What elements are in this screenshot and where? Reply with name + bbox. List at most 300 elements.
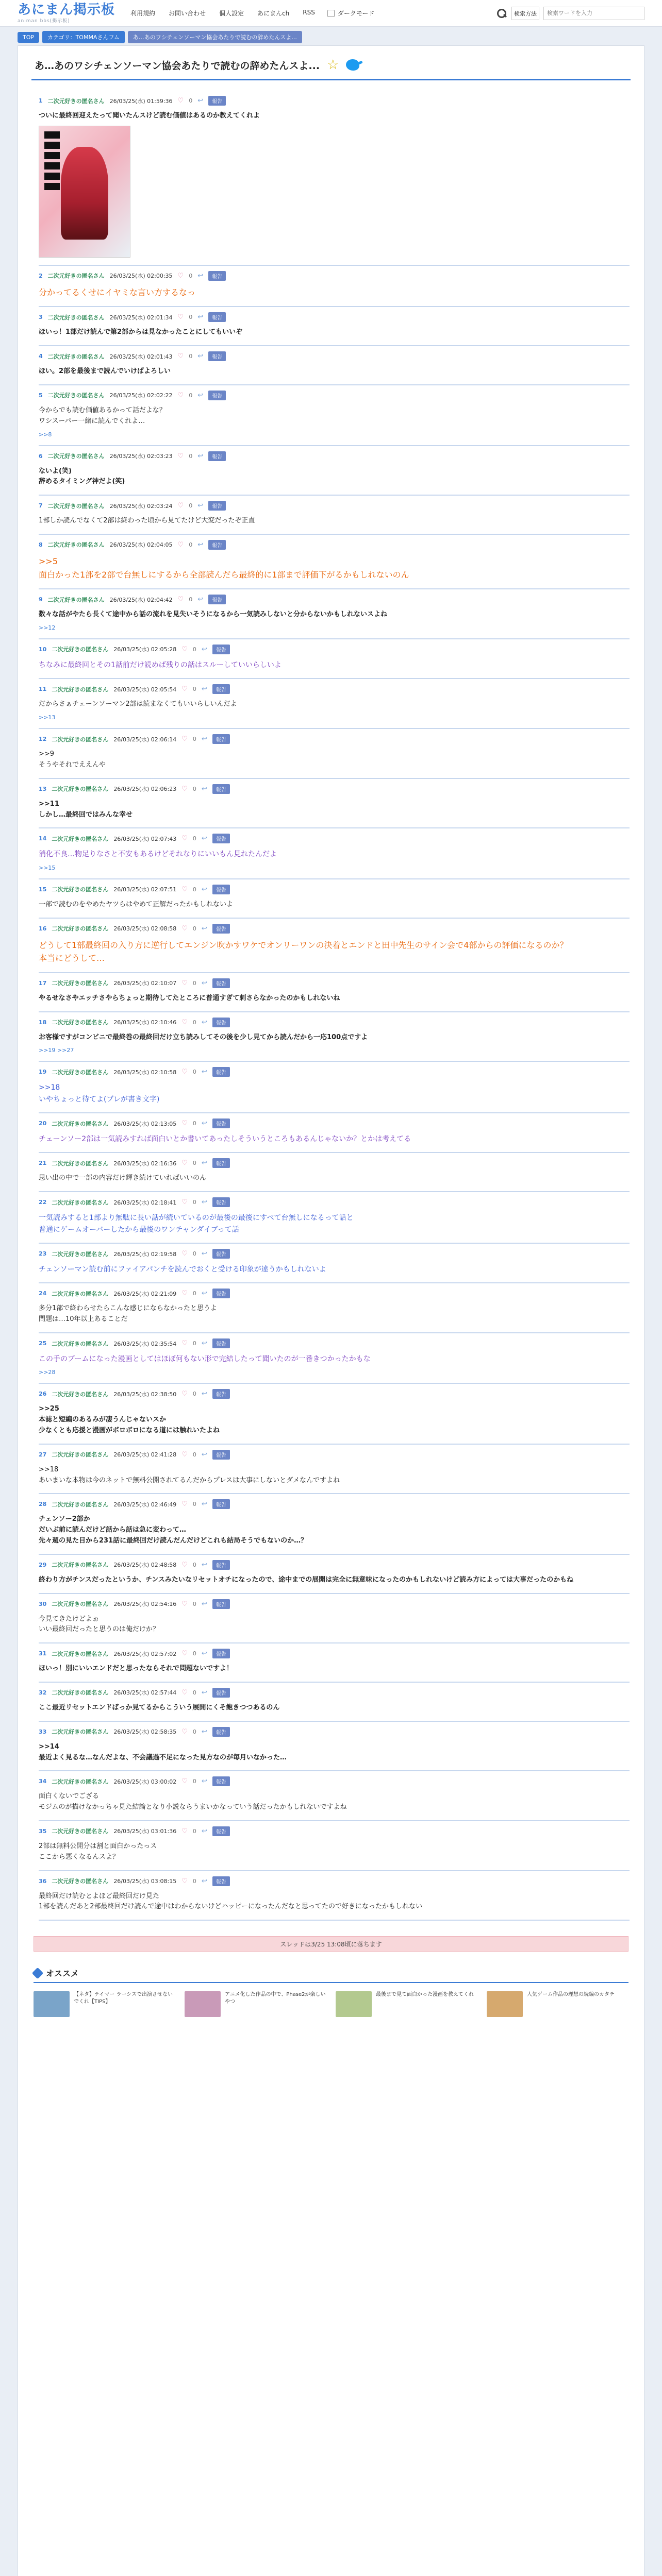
thread-title-row (35, 57, 644, 73)
reply-icon[interactable]: ↩ (201, 1727, 207, 1736)
post-date: 26/03/25(水) 02:54:16 (113, 1601, 177, 1608)
reply-icon[interactable]: ↩ (201, 1827, 207, 1835)
post-number[interactable]: 13 (39, 785, 47, 792)
recommend-title[interactable]: 人気ゲーム作品の理想の続編のカタチ (527, 1992, 615, 1998)
reply-icon[interactable]: ↩ (201, 835, 207, 843)
poster-name: 二次元好きの匿名さん (52, 686, 109, 693)
reply-links[interactable]: >>12 (39, 624, 56, 631)
reply-icon[interactable]: ↩ (201, 979, 207, 987)
post-body: チェーンソー2部は一気読みすれば面白いとか書いてあったしそういうところもあるんじゃないか？とかは考えてる (39, 1135, 411, 1144)
post (39, 1445, 630, 1495)
post-number[interactable]: 19 (39, 1069, 47, 1076)
recommend-thumbnail[interactable] (336, 1991, 372, 2017)
poster-name: 二次元好きの匿名さん (47, 392, 105, 399)
report-button[interactable]: 報告 (212, 734, 230, 744)
heart-icon[interactable]: ♡ (181, 1727, 188, 1736)
post-number[interactable]: 5 (39, 392, 43, 399)
heart-icon[interactable]: ♡ (177, 391, 184, 399)
post-body: どうして1部最終回の入り方に逆行してエンジン吹かすワケでオンリーワンの決着とエンドと田中先生のサイン会で4部からの評価になるのか？ 本当にどうして… (39, 940, 568, 963)
heart-icon[interactable]: ♡ (181, 1120, 188, 1128)
breadcrumb-top[interactable]: TOP (18, 32, 39, 43)
like-count: 0 (189, 452, 193, 460)
post-header (39, 1688, 630, 1698)
post-body: 2部は無料公開分は割と面白かったっス ここから悪くなるんスよ？ (39, 1842, 157, 1861)
post-date: 26/03/25(水) 02:10:07 (113, 980, 177, 987)
report-button[interactable]: 報告 (212, 1826, 230, 1836)
post-number[interactable]: 34 (39, 1778, 47, 1785)
post (39, 1012, 630, 1062)
recommend-title[interactable]: アニメ化した作品の中で、Phase2が楽しいやつ (225, 1992, 326, 2005)
heart-icon[interactable]: ♡ (177, 97, 184, 105)
heart-icon[interactable]: ♡ (181, 1250, 188, 1258)
report-button[interactable]: 報告 (212, 1067, 230, 1077)
reply-icon[interactable]: ↩ (201, 1390, 207, 1398)
post-number[interactable]: 33 (39, 1728, 47, 1735)
post-body: お客様ですがコンビニで最終巻の最終回だけ立ち読みしてその後を少し見てから読んだから一応100点ですよ (39, 1033, 368, 1041)
heart-icon[interactable]: ♡ (181, 924, 188, 933)
post-header (39, 1499, 630, 1509)
heart-icon[interactable]: ♡ (177, 502, 184, 510)
reply-icon[interactable]: ↩ (201, 1777, 207, 1786)
heart-icon[interactable]: ♡ (181, 1390, 188, 1398)
post-number[interactable]: 22 (39, 1199, 47, 1206)
post-body: ついに最終回迎えたって聞いたんスけど読む価値はあるのか教えてくれよ (39, 112, 260, 120)
post-header (39, 1289, 630, 1298)
recommend-title[interactable]: 最後まで見て面白かった漫画を教えてくれ (376, 1992, 474, 1998)
report-button[interactable]: 報告 (212, 1118, 230, 1128)
search-icon[interactable] (496, 8, 507, 19)
post-date: 26/03/25(水) 02:35:54 (113, 1340, 177, 1347)
reply-links[interactable]: >>13 (39, 714, 56, 721)
post-header (39, 540, 630, 550)
recommend-item[interactable] (34, 1991, 175, 2017)
like-count: 0 (192, 1600, 196, 1607)
post-number[interactable]: 1 (39, 97, 43, 104)
report-button[interactable]: 報告 (212, 1560, 230, 1570)
reply-icon[interactable]: ↩ (201, 1120, 207, 1128)
heart-icon[interactable]: ♡ (181, 1198, 188, 1207)
post-body: 終わり方がチンスだったというか、チンスみたいなリセットオチになったので、途中までの展開は完全に無意味になったのかもしれないけど読み方によっては大事だったのかもね (39, 1575, 574, 1584)
breadcrumb-thread[interactable]: あ…あのワシチェンソーマン協会あたりで読むの辞めたんスよ... (128, 31, 302, 43)
poster-name: 二次元好きの匿名さん (52, 1601, 109, 1608)
post (39, 1192, 630, 1244)
report-button[interactable]: 報告 (212, 1338, 230, 1348)
post-date: 26/03/25(水) 02:05:28 (113, 646, 177, 653)
post-header (39, 595, 630, 604)
post-date: 26/03/25(水) 02:06:23 (113, 786, 177, 793)
reply-icon[interactable]: ↩ (201, 1290, 207, 1298)
poster-name: 二次元好きの匿名さん (52, 736, 109, 743)
recommend-item[interactable] (487, 1991, 628, 2017)
reply-icon[interactable]: ↩ (201, 645, 207, 653)
post-number[interactable]: 2 (39, 272, 43, 279)
thread-panel (18, 45, 644, 2576)
poster-name: 二次元好きの匿名さん (47, 502, 105, 510)
report-button[interactable]: 報告 (212, 1776, 230, 1786)
post-date: 26/03/25(水) 03:08:15 (113, 1878, 177, 1885)
post-date: 26/03/25(水) 02:18:41 (113, 1199, 177, 1206)
heart-icon[interactable]: ♡ (177, 540, 184, 549)
report-button[interactable]: 報告 (212, 645, 230, 654)
like-count: 0 (192, 1827, 196, 1835)
like-count: 0 (192, 1120, 196, 1127)
poster-name: 二次元好きの匿名さん (52, 1250, 109, 1258)
post (39, 1244, 630, 1283)
post-number[interactable]: 20 (39, 1120, 47, 1127)
like-count: 0 (192, 1561, 196, 1568)
dark-mode-checkbox[interactable] (327, 10, 335, 17)
report-button[interactable]: 報告 (212, 1197, 230, 1207)
report-button[interactable]: 報告 (212, 1249, 230, 1259)
reply-links[interactable]: >>8 (39, 431, 52, 438)
report-button[interactable]: 報告 (212, 924, 230, 934)
reply-icon[interactable]: ↩ (201, 1159, 207, 1167)
post-date: 26/03/25(水) 02:38:50 (113, 1391, 177, 1398)
report-button[interactable]: 報告 (212, 1158, 230, 1168)
post (39, 1153, 630, 1192)
reply-icon[interactable]: ↩ (201, 1500, 207, 1509)
post (39, 679, 630, 729)
heart-icon[interactable]: ♡ (181, 685, 188, 693)
post-number[interactable]: 25 (39, 1340, 47, 1347)
post (39, 1384, 630, 1444)
post (39, 1062, 630, 1113)
heart-icon[interactable]: ♡ (177, 313, 184, 321)
reply-links[interactable]: >>28 (39, 1369, 56, 1376)
post-date: 26/03/25(水) 02:58:35 (113, 1728, 177, 1736)
heart-icon[interactable]: ♡ (181, 1290, 188, 1298)
post-number[interactable]: 10 (39, 646, 47, 653)
reply-icon[interactable]: ↩ (201, 1600, 207, 1608)
reply-icon[interactable]: ↩ (201, 1340, 207, 1348)
heart-icon[interactable]: ♡ (181, 1450, 188, 1459)
poster-name: 二次元好きの匿名さん (47, 596, 105, 603)
heart-icon[interactable]: ♡ (181, 645, 188, 653)
reply-icon[interactable]: ↩ (201, 735, 207, 743)
dark-mode-toggle[interactable] (327, 9, 375, 18)
post-body: 数々な話がやたら長くて途中から話の流れを見失いそうになるから一気読みしないと分からないかもしれないスよね (39, 611, 388, 619)
post-header (39, 834, 630, 843)
poster-name: 二次元好きの匿名さん (52, 1878, 109, 1885)
post-number[interactable]: 12 (39, 736, 47, 743)
post-date: 26/03/25(水) 02:10:58 (113, 1069, 177, 1076)
heart-icon[interactable]: ♡ (181, 1877, 188, 1885)
post-date: 26/03/25(水) 03:01:36 (113, 1828, 177, 1835)
poster-name: 二次元好きの匿名さん (52, 835, 109, 842)
poster-name: 二次元好きの匿名さん (52, 1778, 109, 1785)
post-number[interactable]: 29 (39, 1561, 47, 1568)
reply-icon[interactable]: ↩ (201, 1688, 207, 1697)
report-button[interactable]: 報告 (212, 1018, 230, 1027)
report-button[interactable]: 報告 (212, 1649, 230, 1658)
post-date: 26/03/25(水) 02:16:36 (113, 1160, 177, 1167)
post (39, 1683, 630, 1722)
reply-links[interactable]: >>15 (39, 864, 56, 871)
report-button[interactable]: 報告 (208, 501, 226, 511)
like-count: 0 (189, 392, 193, 399)
post-header (39, 351, 630, 361)
post-number[interactable]: 35 (39, 1827, 47, 1835)
post-number[interactable]: 28 (39, 1501, 47, 1508)
site-logo[interactable] (18, 3, 115, 24)
report-button[interactable]: 報告 (212, 784, 230, 794)
post (39, 1871, 630, 1921)
heart-icon[interactable]: ♡ (181, 735, 188, 743)
heart-icon[interactable]: ♡ (181, 1500, 188, 1509)
heart-icon[interactable]: ♡ (181, 1340, 188, 1348)
post-body: 1部しか読んでなくて2部は終わった頃から見てたけど大変だったぞ正直 (39, 517, 255, 525)
reply-icon[interactable]: ↩ (201, 1561, 207, 1569)
recommend-heading-label: オススメ (46, 1969, 79, 1979)
search-box (496, 7, 644, 20)
recommend-item[interactable] (185, 1991, 326, 2017)
heart-icon[interactable]: ♡ (177, 596, 184, 604)
heart-icon[interactable]: ♡ (181, 885, 188, 893)
post-number[interactable]: 15 (39, 886, 47, 893)
nav-terms[interactable]: 利用規約 (130, 10, 156, 17)
post-header (39, 1826, 630, 1836)
reply-icon[interactable]: ↩ (201, 885, 207, 893)
post-number[interactable]: 18 (39, 1019, 47, 1026)
report-button[interactable]: 報告 (212, 1450, 230, 1460)
report-button[interactable]: 報告 (208, 391, 226, 400)
report-button[interactable]: 報告 (212, 1688, 230, 1698)
like-count: 0 (189, 502, 193, 510)
report-button[interactable]: 報告 (212, 885, 230, 894)
like-count: 0 (192, 1019, 196, 1026)
reply-icon[interactable]: ↩ (201, 1250, 207, 1258)
reply-icon[interactable]: ↩ (201, 1650, 207, 1658)
poster-name: 二次元好きの匿名さん (52, 1019, 109, 1026)
heart-icon[interactable]: ♡ (181, 1688, 188, 1697)
recommend-title[interactable]: 【ネタ】テイマー ラーシスで出演させないでくれ【TIPS】 (74, 1992, 173, 2005)
post (39, 91, 630, 266)
post-number[interactable]: 21 (39, 1160, 47, 1167)
post-header (39, 1389, 630, 1399)
post-number[interactable]: 36 (39, 1877, 47, 1885)
poster-name: 二次元好きの匿名さん (52, 1160, 109, 1167)
post-date: 26/03/25(水) 02:19:58 (113, 1250, 177, 1258)
post (39, 1494, 630, 1554)
heart-icon[interactable]: ♡ (177, 352, 184, 361)
post-body: やるせなさやエッチさやらちょっと期待してたところに普通すぎて刺さらなかったのかもしれないね (39, 994, 340, 1002)
post-header (39, 1599, 630, 1609)
post-body: 面白くないでござる モジムのが描けなかっちゃ見た結論となり小説ならうまいかなっていう話だったかもしれないですよね (39, 1792, 347, 1811)
post-number[interactable]: 6 (39, 452, 43, 460)
poster-name: 二次元好きの匿名さん (52, 786, 109, 793)
reply-icon[interactable]: ↩ (197, 540, 204, 549)
post-body: >>25 本誌と短編のあるみが凄うんじゃないスか 少なくとも応援と漫画がボロボロになる道には触れいたよね (39, 1405, 220, 1435)
post-number[interactable]: 30 (39, 1600, 47, 1607)
post-header (39, 312, 630, 322)
post-header (39, 391, 630, 400)
heart-icon[interactable]: ♡ (181, 1159, 188, 1167)
poster-name: 二次元好きの匿名さん (52, 1120, 109, 1127)
report-button[interactable]: 報告 (208, 595, 226, 604)
post-body: ここ最近リセットエンドばっか見てるからこういう展開にくそ飽きつつあるのん (39, 1703, 280, 1711)
reply-icon[interactable]: ↩ (197, 391, 204, 399)
reply-icon[interactable]: ↩ (197, 352, 204, 361)
reply-icon[interactable]: ↩ (201, 785, 207, 793)
search-method-select[interactable]: 検索方法 (511, 7, 539, 20)
post-header (39, 885, 630, 894)
reply-icon[interactable]: ↩ (201, 1018, 207, 1026)
heart-icon[interactable]: ♡ (181, 1561, 188, 1569)
reply-icon[interactable]: ↩ (201, 1877, 207, 1885)
reply-icon[interactable]: ↩ (197, 502, 204, 510)
logo-text[interactable]: あにまん掲示板 (18, 2, 115, 18)
nav-settings[interactable]: 個人設定 (219, 10, 244, 17)
twitter-share-icon[interactable] (346, 59, 359, 71)
poster-name: 二次元好きの匿名さん (52, 886, 109, 893)
post-number[interactable]: 27 (39, 1451, 47, 1458)
post-body: 思い出の中で一部の内容だけ輝き続けていればいいのん (39, 1174, 207, 1182)
report-button[interactable]: 報告 (208, 540, 226, 550)
post-header (39, 96, 630, 106)
post-number[interactable]: 23 (39, 1250, 47, 1258)
report-button[interactable]: 報告 (212, 1499, 230, 1509)
post-body: 分かってるくせにイヤミな言い方するなっ (39, 287, 196, 297)
like-count: 0 (192, 1160, 196, 1167)
recommend-item[interactable] (336, 1991, 477, 2017)
report-button[interactable]: 報告 (208, 451, 226, 461)
post (39, 346, 630, 385)
post-body: >>18 あいまいな本物は今のネットで無料公開されてるんだからプレスは大事にしないとダメなんですよね (39, 1465, 340, 1484)
breadcrumb (18, 31, 302, 43)
post-body: ほい。2部を最後まで読んでいけばよろしい (39, 367, 171, 376)
reply-icon[interactable]: ↩ (197, 313, 204, 321)
post-header (39, 645, 630, 654)
post (39, 1283, 630, 1333)
poster-name: 二次元好きの匿名さん (52, 925, 109, 933)
post-header (39, 451, 630, 461)
heart-icon[interactable]: ♡ (181, 1600, 188, 1608)
poster-name: 二次元好きの匿名さん (52, 1290, 109, 1297)
post-header (39, 784, 630, 794)
reply-icon[interactable]: ↩ (201, 924, 207, 933)
post-body: 一気読みすると1部より無駄に長い話が続いているのが最後の最後にすべて台無しになるって話と 普通にゲームオーバーしたから最後のワンチャンダイブって話 (39, 1214, 354, 1234)
heart-icon[interactable]: ♡ (181, 785, 188, 793)
post-date: 26/03/25(水) 02:07:43 (113, 835, 177, 842)
heart-icon[interactable]: ♡ (177, 452, 184, 460)
reply-icon[interactable]: ↩ (197, 452, 204, 460)
report-button[interactable]: 報告 (212, 1599, 230, 1609)
like-count: 0 (192, 925, 196, 932)
reply-icon[interactable]: ↩ (201, 1450, 207, 1459)
post (39, 1722, 630, 1772)
post-date: 26/03/25(水) 02:08:58 (113, 925, 177, 933)
reply-icon[interactable]: ↩ (197, 596, 204, 604)
poster-name: 二次元好きの匿名さん (52, 1391, 109, 1398)
post-header (39, 1197, 630, 1207)
post-number[interactable]: 32 (39, 1689, 47, 1696)
reply-icon[interactable]: ↩ (201, 685, 207, 693)
like-count: 0 (192, 785, 196, 792)
post-date: 26/03/25(水) 02:03:23 (109, 453, 173, 460)
post-number[interactable]: 31 (39, 1650, 47, 1657)
reply-icon[interactable]: ↩ (201, 1198, 207, 1207)
report-button[interactable]: 報告 (212, 978, 230, 988)
post-body: ほいっ！1部だけ読んで第2部からは見なかったことにしてもいいぞ (39, 328, 243, 336)
report-button[interactable]: 報告 (212, 1876, 230, 1886)
post-header (39, 1876, 630, 1886)
report-button[interactable]: 報告 (208, 312, 226, 322)
post-date: 26/03/25(水) 02:04:05 (109, 541, 173, 549)
like-count: 0 (192, 1728, 196, 1735)
post-date: 26/03/25(水) 02:00:35 (109, 273, 173, 280)
heart-icon[interactable]: ♡ (177, 272, 184, 280)
post-number[interactable]: 9 (39, 596, 43, 603)
reply-icon[interactable]: ↩ (201, 1068, 207, 1076)
heart-icon[interactable]: ♡ (181, 1777, 188, 1786)
post-number[interactable]: 3 (39, 314, 43, 321)
report-button[interactable]: 報告 (212, 1389, 230, 1399)
title-divider (31, 79, 631, 80)
heart-icon[interactable]: ♡ (181, 979, 188, 987)
post-number[interactable]: 14 (39, 835, 47, 842)
poster-name: 二次元好きの匿名さん (52, 1199, 109, 1206)
recommend-thumbnail[interactable] (185, 1991, 221, 2017)
heart-icon[interactable]: ♡ (181, 1827, 188, 1835)
post-number[interactable]: 16 (39, 925, 47, 932)
heart-icon[interactable]: ♡ (181, 835, 188, 843)
nav-animanch[interactable]: あにまんch (257, 10, 290, 17)
search-input[interactable] (543, 7, 644, 20)
post-body: >>14 最近よく見るな…なんだよな、不会議過不足になった見方なのが毎月いなかった… (39, 1742, 287, 1761)
like-count: 0 (192, 1451, 196, 1458)
heart-icon[interactable]: ♡ (181, 1068, 188, 1076)
post (39, 1594, 630, 1644)
like-count: 0 (192, 1340, 196, 1347)
post (39, 639, 630, 679)
like-count: 0 (192, 835, 196, 842)
post-date: 26/03/25(水) 03:00:02 (113, 1778, 177, 1785)
report-button[interactable]: 報告 (208, 96, 226, 106)
reply-icon[interactable]: ↩ (197, 272, 204, 280)
post-header (39, 1158, 630, 1168)
report-button[interactable]: 報告 (212, 684, 230, 694)
post-number[interactable]: 17 (39, 979, 47, 987)
post-number[interactable]: 26 (39, 1391, 47, 1398)
post-date: 26/03/25(水) 02:07:51 (113, 886, 177, 893)
post-number[interactable]: 8 (39, 541, 43, 548)
post-header (39, 684, 630, 694)
nav-rss[interactable]: RSS (303, 9, 315, 16)
post-number[interactable]: 24 (39, 1290, 47, 1297)
post-date: 26/03/25(水) 02:05:54 (113, 686, 177, 693)
nav-contact[interactable]: お問い合わせ (169, 10, 206, 17)
post-image[interactable] (39, 126, 130, 258)
heart-icon[interactable]: ♡ (181, 1650, 188, 1658)
post-number[interactable]: 4 (39, 353, 43, 360)
post-body: この手のブームになった漫画としてはほぼ何もない形で完結したって聞いたのが一番きつかったかもな (39, 1355, 371, 1364)
reply-links[interactable]: >>19 >>27 (39, 1047, 74, 1054)
report-button[interactable]: 報告 (212, 1289, 230, 1298)
report-button[interactable]: 報告 (212, 834, 230, 843)
breadcrumb-category[interactable]: カテゴリ：TOMMAさんフム (42, 31, 125, 43)
recommend-thumbnail[interactable] (34, 1991, 70, 2017)
post-date: 26/03/25(水) 02:57:02 (113, 1650, 177, 1657)
heart-icon[interactable]: ♡ (181, 1018, 188, 1026)
report-button[interactable]: 報告 (208, 271, 226, 281)
report-button[interactable]: 報告 (208, 351, 226, 361)
report-button[interactable]: 報告 (212, 1727, 230, 1737)
post-number[interactable]: 11 (39, 686, 47, 693)
reply-icon[interactable]: ↩ (197, 97, 204, 105)
recommend-thumbnail[interactable] (487, 1991, 523, 2017)
star-icon[interactable]: ☆ (327, 57, 339, 73)
post-number[interactable]: 7 (39, 502, 43, 510)
